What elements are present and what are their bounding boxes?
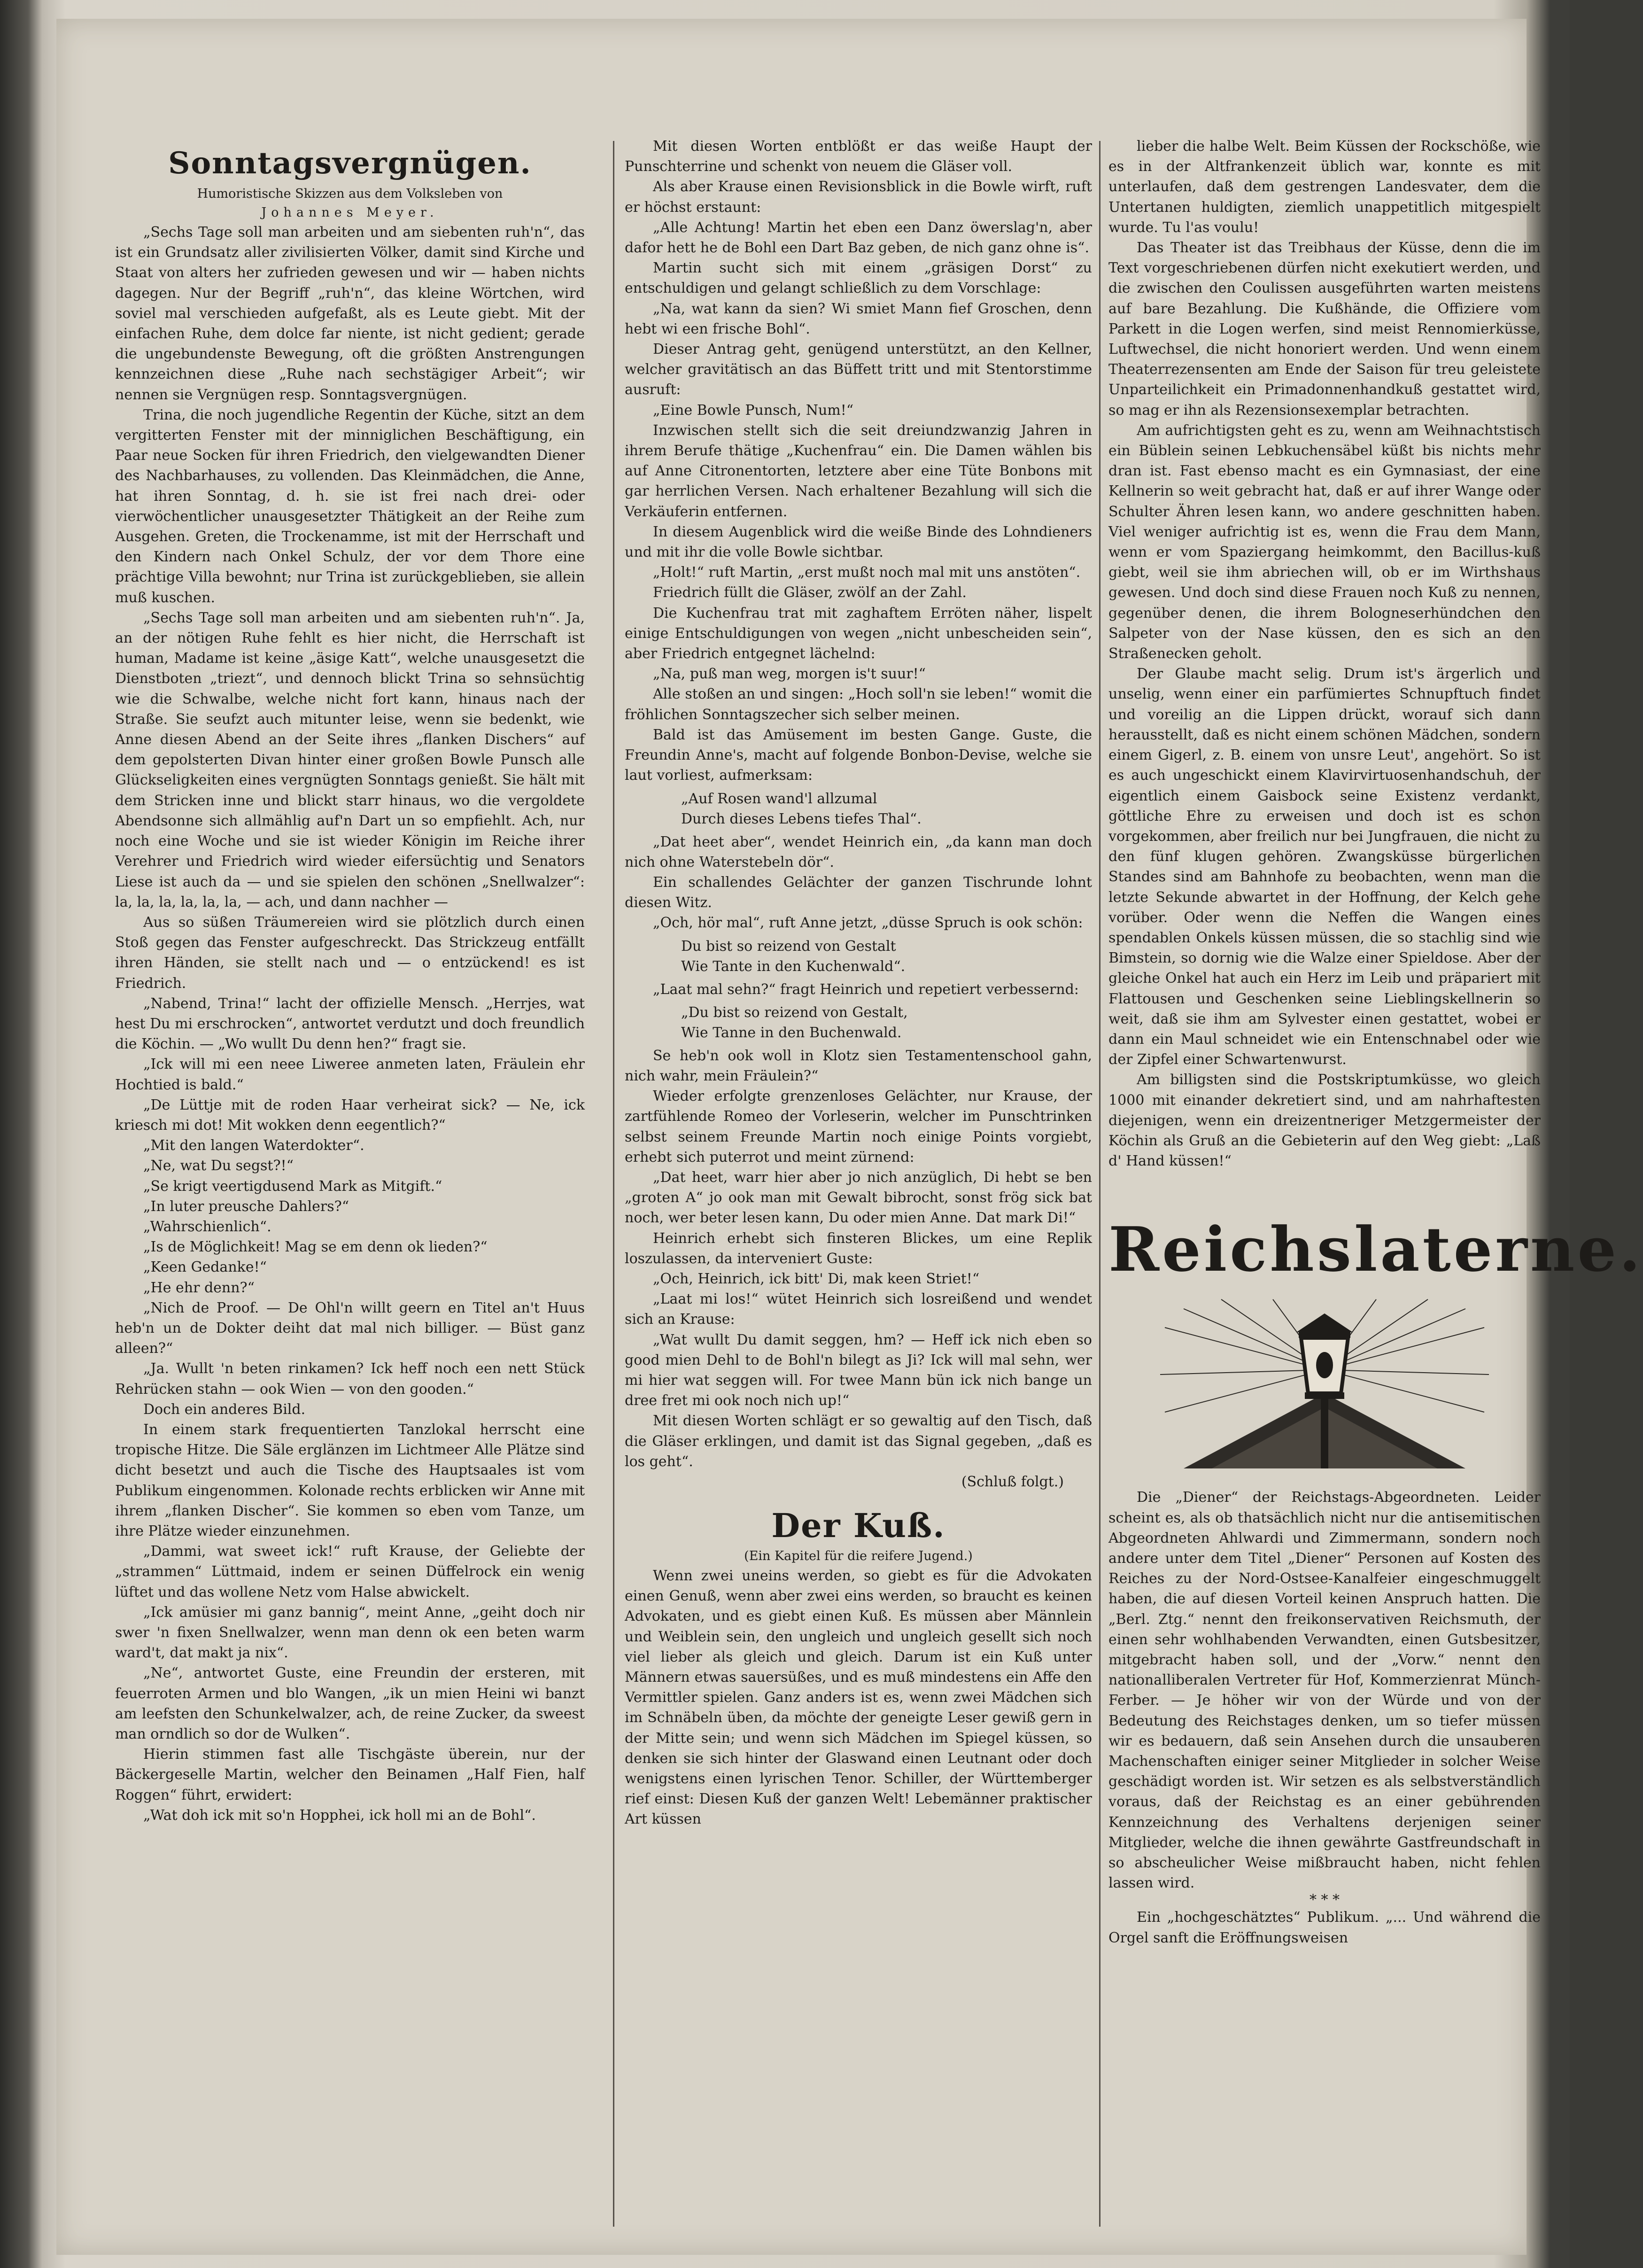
verse-line: Du bist so reizend von Gestalt xyxy=(681,938,896,955)
paragraph: Am aufrichtigsten geht es zu, wenn am Weihnachtstisch ein Büblein seinen Lebkuchensäbel küßt bis nichts mehr dran ist. Fast ebenso macht es ein Gymnasiast, der eine Kellnerin so weit gebracht hat, daß er auf ihrer Wange oder Schulter Ähren lesen kann, wo andere geschnitten haben. Viel weniger aufrichtig ist es, wenn die Frau dem Mann, wenn er vom Spaziergang heimkommt, den Bacillus-kuß giebt, weil sie ihm abriechen will, ob er im Wirthshaus gewesen. Und doch sind diese Frauen noch Kuß zu nennen, gegenüber denen, die ihrem Bologneserhündchen den Salpeter von der Nase küssen, den es sich an den Straßenecken geholt. xyxy=(1108,422,1541,662)
paragraph: Doch ein anderes Bild. xyxy=(143,1401,306,1418)
paragraph: Hierin stimmen fast alle Tischgäste überein, nur der Bäckergeselle Martin, welcher den Beinamen „Half Fien, half Roggen“ führt, erwidert: xyxy=(115,1746,585,1803)
paragraph: Ein schallendes Gelächter der ganzen Tischrunde lohnt diesen Witz. xyxy=(625,874,1092,911)
paragraph: Heinrich erhebt sich finsteren Blickes, um eine Replik loszulassen, da interveniert Guste: xyxy=(625,1230,1092,1267)
paragraph: „In luter preusche Dahlers?“ xyxy=(143,1198,349,1215)
paragraph: „Wat doh ick mit so'n Hopphei, ick holl mi an de Bohl“. xyxy=(143,1807,536,1824)
paragraph: Am billigsten sind die Postskriptumküsse, wo gleich 1000 mit einander dekretiert sind, und am nahrhaftesten diejenigen, wenn ein dreizentneriger Metzgermeister der Köchin als Gruß an die Gebieterin auf den Weg giebt: „Laß d' Hand küssen!“ xyxy=(1108,1072,1541,1170)
paragraph: „Sechs Tage soll man arbeiten und am siebenten ruh'n“, das ist ein Grundsatz aller zivilisierten Völker, damit sind Kirche und Staat von alters her zufrieden gewesen und wir — haben nichts dagegen. Nur der Begriff „ruh'n“, das kleine Wörtchen, wird soviel mal verschieden aufgefaßt, als es Leute giebt. Mit der einfachen Ruhe, dem dolce far niente, ist nicht gedient; gerade die ungebundenste Bewegung, oft die größten Anstrengungen kennzeichnen diese „Ruhe nach sechstägiger Arbeit“; wir nennen sie Vergnügen resp. Sonntagsvergnügen. xyxy=(115,224,585,403)
verse xyxy=(681,1002,1092,1043)
paragraph: Wieder erfolgte grenzenloses Gelächter, nur Krause, der zartfühlende Romeo der Vorleserin, welcher im Punschtrinken selbst seinem Freunde Martin noch einige Points vorgiebt, erhebt sich puterrot und meint zürnend: xyxy=(625,1088,1092,1165)
paragraph: „Laat mal sehn?“ fragt Heinrich und repetiert verbessernd: xyxy=(653,981,1079,998)
verse-line: Wie Tanne in den Buchenwald. xyxy=(681,1024,902,1041)
paragraph: Als aber Krause einen Revisionsblick in die Bowle wirft, ruft er höchst erstaunt: xyxy=(625,179,1092,216)
paragraph: „Wahrschienlich“. xyxy=(143,1218,271,1235)
verse-line: Wie Tante in den Kuchenwald“. xyxy=(681,958,906,975)
paragraph: Alle stoßen an und singen: „Hoch soll'n sie leben!“ womit die fröhlichen Sonntagszecher sich selber meinen. xyxy=(625,686,1092,723)
verse-line: Durch dieses Lebens tiefes Thal“. xyxy=(681,810,922,827)
paragraph: Inzwischen stellt sich die seit dreiundzwanzig Jahren in ihrem Berufe thätige „Kuchenfrau“ ein. Die Damen wählen bis auf Anne Citronentorten, letztere aber eine Tüte Bonbons mit gar herrlichen Versen. Nach erhaltener Bezahlung will sich die Verkäuferin entfernen. xyxy=(625,422,1092,520)
to-be-continued: (Schluß folgt.) xyxy=(961,1473,1064,1490)
paragraph: Dieser Antrag geht, genügend unterstützt, an den Kellner, welcher gravitätisch an das Büffett tritt und mit Stentorstimme ausruft: xyxy=(625,341,1092,398)
paragraph: Wenn zwei uneins werden, so giebt es für die Advokaten einen Genuß, wenn aber zwei eins werden, so braucht es keinen Advokaten, und es giebt einen Kuß. Es müssen aber Männlein und Weiblein sein, den ungleich und ungleich gesellt sich noch viel lieber als gleich und gleich. Darum ist ein Kuß unter Männern etwas sauersüßes, und es muß mindestens ein Affe den Vermittler spielen. Ganz anders ist es, wenn zwei Mädchen sich im Schnäbeln üben, da möchte der geneigte Leser gewiß gern in der Mitte sein; und wenn sich Mädchen im Spiegel küssen, so denken sie sich hinter der Glaswand einen Leutnant oder doch wenigstens einen lyrischen Tenor. Schiller, der Württemberger rief einst: Diesen Kuß der ganzen Welt! Lebemänner praktischer Art küssen xyxy=(625,1567,1092,1828)
paragraph: „Wat wullt Du damit seggen, hm? — Heff ick nich eben so good mien Dehl to de Bohl'n bilegt as Ji? Ick will mal sehn, wer mi hier wat seggen will. For twee Mann bün ick nich bange un dree fret mi ook noch nich up!“ xyxy=(625,1331,1092,1409)
article-author: Johannes Meyer. xyxy=(261,205,439,220)
paragraph: „Sechs Tage soll man arbeiten und am siebenten ruh'n“. Ja, an der nötigen Ruhe fehlt es hier nicht, die Herrschaft ist human, Madame ist keine „äsige Katt“, welche unausgesetzt die Dienstboten „triezt“, und dennoch blickt Trina so sehnsüchtig wie die Schwalbe, welche nicht fort kann, hinaus nach der Straße. Sie seufzt auch mitunter leise, wenn sie bedenkt, wie Anne diesen Abend an der Seite ihres „flanken Dischers“ auf dem gepolsterten Divan hinter einer großen Bowle Punsch alle Glückseligkeiten eines vergnügten Sonntags genießt. Sie hält mit dem Stricken inne und blickt starr hinaus, wo die vergoldete Abendsonne sich allmählig auf'n Dart un so empfiehlt. Ach, nur noch eine Woche und sie ist wieder Königin im Reiche ihrer Verehrer und Friedrich wird wieder eifersüchtig und Senators Liese ist auch da — und sie spielen den schönen „Snellwalzer“: la, la, la, la, la, la, — ach, und dann nachher — xyxy=(115,609,585,910)
paragraph: „Dat heet aber“, wendet Heinrich ein, „da kann man doch nich ohne Waterstebeln dör“. xyxy=(625,833,1092,870)
paragraph: „Nabend, Trina!“ lacht der offizielle Mensch. „Herrjes, wat hest Du mi erschrocken“, antwortet verdutzt und doch freundlich die Köchin. — „Wo wullt Du denn hen?“ fragt sie. xyxy=(115,995,585,1053)
paragraph: „Keen Gedanke!“ xyxy=(143,1259,267,1276)
paragraph: „Ick will mi een neee Liweree anmeten laten, Fräulein ehr Hochtied is bald.“ xyxy=(115,1056,585,1093)
paragraph: „Na, puß man weg, morgen is't suur!“ xyxy=(653,666,926,683)
paragraph: Bald ist das Amüsement im besten Gange. Guste, die Freundin Anne's, macht auf folgende Bonbon-Devise, welche sie laut vorliest, aufmerksam: xyxy=(625,726,1092,784)
paragraph: Die Kuchenfrau trat mit zaghaftem Erröten näher, lispelt einige Entschuldigungen von wegen „nicht unbescheiden sein“, aber Friedrich entgegnet lächelnd: xyxy=(625,605,1092,662)
paragraph: Mit diesen Worten schlägt er so gewaltig auf den Tisch, daß die Gläser erklingen, und damit ist das Signal gegeben, „daß es los geht“. xyxy=(625,1413,1092,1470)
paragraph: Ein „hochgeschätztes“ Publikum. „... Und während die Orgel sanft die Eröffnungsweisen xyxy=(1108,1909,1541,1946)
paragraph: „Ne“, antwortet Guste, eine Freundin der ersteren, mit feuerroten Armen und blo Wangen, „ik un mien Heini wi banzt am leefsten den Schunkelwalzer, ach, de reine Zucker, da sweest man orndlich so dor de Wulken“. xyxy=(115,1665,585,1743)
paragraph: „Och, hör mal“, ruft Anne jetzt, „düsse Spruch is ook schön: xyxy=(653,915,1083,932)
paragraph: „Dammi, wat sweet ick!“ ruft Krause, der Geliebte der „strammen“ Lüttmaid, indem er seinen Düffelrock ein wenig lüftet und das wollene Netz vom Halse abwickelt. xyxy=(115,1543,585,1600)
paragraph: Die „Diener“ der Reichstags-Abgeordneten. Leider scheint es, als ob thatsächlich nicht nur die antisemitischen Abgeordneten Ahlwardi und Zimmermann, sondern noch andere unter dem Titel „Diener“ Personen auf Kosten des Reiches zu der Nord-Ostsee-Kanalfeier eingeschmuggelt haben, die auf diesen Vorteil keinen Anspruch hatten. Die „Berl. Ztg.“ nennt den freikonservativen Reichsmuth, der einen sehr wohlhabenden Verwandten, einen Gutsbesitzer, mitgebracht haben soll, und der „Vorw.“ nennt den nationalliberalen Vertreter für Hof, Kommerzienrat Münch-Ferber. — Je höher wir von der Würde und von der Bedeutung des Reichstages denken, um so tiefer müssen wir es bedauern, daß sein Ansehen durch die unsauberen Machenschaften einiger seiner Mitglieder in solcher Weise geschädigt worden ist. Wir setzen es als selbstverständlich voraus, daß der Reichstag es an einer gebührenden Kennzeichnung des Verhaltens derjenigen seiner Mitglieder, welche die ihnen gewährte Gastfreundschaft in so abscheulicher Weise mißbraucht haben, nicht fehlen lassen wird. xyxy=(1108,1489,1541,1892)
verse-line: „Auf Rosen wand'l allzumal xyxy=(681,790,877,807)
verse xyxy=(681,936,1092,977)
paragraph: „Mit den langen Waterdokter“. xyxy=(143,1137,364,1154)
paragraph: „He ehr denn?“ xyxy=(143,1279,255,1296)
paragraph: „De Lüttje mit de roden Haar verheirat sick? — Ne, ick kriesch mi dot! Mit wokken denn eegentlich?“ xyxy=(115,1096,585,1134)
paragraph: „Och, Heinrich, ick bitt' Di, mak keen Striet!“ xyxy=(653,1270,980,1287)
paragraph: „Alle Achtung! Martin het eben een Danz öwerslag'n, aber dafor hett he de Bohl een Dart Baz geben, de nich ganz ohne is“. xyxy=(625,219,1092,256)
column-3 xyxy=(1108,136,1643,1948)
paragraph: „Na, wat kann da sien? Wi smiet Mann fief Groschen, denn hebt wi een frische Bohl“. xyxy=(625,300,1092,337)
paragraph: lieber die halbe Welt. Beim Küssen der Rockschöße, wie es in der Altfrankenzeit üblich war, konnte es mit unterlaufen, daß dem gestrengen Landesvater, dem die Untertanen huldigten, ziemlich unappetitlich mitgespielt wurde. Tu l'as voulu! xyxy=(1108,138,1541,236)
column-rule xyxy=(613,141,614,2227)
column-rule xyxy=(1099,141,1100,2227)
column-2 xyxy=(625,136,1092,1830)
paragraph: „Ick amüsier mi ganz bannig“, meint Anne, „geiht doch nir swer 'n fixen Snellwalzer, wenn man denn ok een beten warm ward't, dat makt ja nix“. xyxy=(115,1604,585,1662)
paragraph: „Ja. Wullt 'n beten rinkamen? Ick heff noch een nett Stück Rehrücken stahn — ook Wien — von den gooden.“ xyxy=(115,1360,585,1398)
paragraph: Der Glaube macht selig. Drum ist's ärgerlich und unselig, wenn einer ein parfümiertes Schnupftuch findet und voreilig an die Lippen drückt, worauf sich dann herausstellt, daß es nicht einem schönen Mädchen, sondern einem Gigerl, z. B. einem von unsre Leut', angehört. So ist es auch ungeschickt einem Klavirvirtuosenhandschuh, der eigentlich einem Gaisbock seine Existenz verdankt, göttliche Ehre zu erweisen und doch ist es schon vorgekommen, aber freilich nur bei Jungfrauen, die nicht zu den fünf klugen gehören. Zwangsküsse bürgerlichen Standes sind am Bahnhofe zu beobachten, wenn man die letzte Sekunde abwartet in der Hoffnung, der Kelch gehe vorüber. Oder wenn die Neffen die Wangen eines spendablen Onkels küssen müssen, die so stachlig sind wie Bimstein, so dornig wie die Walze einer Spieldose. Aber der gleiche Onkel hat auch ein Herz im Leib und präpariert mit Flattousen und Geschenken seine Lieblingskellnerin so weit, daß sie ihm am Sylvester einen gestattet, wobei er dann ein Maul schneidet wie ein Entenschnabel oder wie der Zipfel einer Schwartenwurst. xyxy=(1108,666,1541,1068)
section-title: Reichslaterne. xyxy=(1108,1213,1643,1286)
article-title: Sonntagsvergnügen. xyxy=(168,146,532,181)
paragraph: Martin sucht sich mit einem „gräsigen Dorst“ zu entschuldigen und gelangt schließlich zu dem Vorschlage: xyxy=(625,260,1092,297)
paragraph: „Nich de Proof. — De Ohl'n willt geern en Titel an't Huus heb'n un de Dokter deiht dat mal nich billiger. — Büst ganz alleen?“ xyxy=(115,1299,585,1357)
column-1 xyxy=(115,136,585,1825)
paragraph: Trina, die noch jugendliche Regentin der Küche, sitzt an dem vergitterten Fenster mit der minniglichen Beschäftigung, ein Paar neue Socken für ihren Friedrich, den vielgewandten Diener des Nachbarhauses, zu vollenden. Das Kleinmädchen, die Anne, hat ihren Sonntag, d. h. sie ist frei nach drei- oder vierwöchentlicher unausgesetzter Thätigkeit an der Reihe zum Ausgehen. Greten, die Trockenamme, ist mit der Herrschaft und den Kindern nach Onkel Schulz, der vor dem Thore eine prächtige Villa bewohnt; nur Trina ist zurückgeblieben, sie allein muß kuschen. xyxy=(115,406,585,606)
article-subtitle: Humoristische Skizzen aus dem Volksleben von xyxy=(197,186,503,201)
paragraph: In diesem Augenblick wird die weiße Binde des Lohndieners und mit ihr die volle Bowle sichtbar. xyxy=(625,523,1092,561)
paragraph: In einem stark frequentierten Tanzlokal herrscht eine tropische Hitze. Die Säle erglänzen im Lichtmeer Alle Plätze sind dicht besetzt und auch die Tische des Hauptsaales ist vom Publikum eingenommen. Kolonade rechts erblicken wir Anne mit ihrem „flanken Discher“. Sie kommen so eben vom Tanze, um ihre Plätze wieder einzunehmen. xyxy=(115,1421,585,1539)
paragraph: Mit diesen Worten entblößt er das weiße Haupt der Punschterrine und schenkt von neuem die Gläser voll. xyxy=(625,138,1092,175)
lantern-icon xyxy=(1155,1299,1494,1468)
paragraph: „Holt!“ ruft Martin, „erst mußt noch mal mit uns anstöten“. xyxy=(653,564,1081,581)
article-subtitle: (Ein Kapitel für die reifere Jugend.) xyxy=(744,1548,973,1563)
paragraph: Se heb'n ook woll in Klotz sien Testamentenschool gahn, nich wahr, mein Fräulein?“ xyxy=(625,1047,1092,1084)
paragraph: „Eine Bowle Punsch, Num!“ xyxy=(653,402,854,419)
article-title: Der Kuß. xyxy=(771,1506,946,1545)
paragraph: Das Theater ist das Treibhaus der Küsse, denn die im Text vorgeschriebenen dürfen nicht exekutiert werden, und die zwischen den Coulissen ausgeführten warten meistens auf bare Bezahlung. Die Kußhände, die Offiziere vom Parkett in die Logen werfen, sind meist Rennomierküsse, Luftwechsel, die nicht honoriert werden. Und wenn einem Theaterrezensenten am Ende der Saison für treu geleistete Unparteilichkeit ein Primadonnenhandkuß gestattet wird, so mag er ihn als Rezensionsexemplar betrachten. xyxy=(1108,240,1541,419)
section-separator: * * * xyxy=(1309,1892,1340,1909)
paragraph: „Laat mi los!“ wütet Heinrich sich losreißend und wendet sich an Krause: xyxy=(625,1291,1092,1328)
paragraph: „Ne, wat Du segst?!“ xyxy=(143,1157,294,1174)
paragraph: Friedrich füllt die Gläser, zwölf an der Zahl. xyxy=(653,584,967,601)
verse xyxy=(681,789,1092,829)
lantern-illustration xyxy=(1155,1299,1494,1468)
verse-line: „Du bist so reizend von Gestalt, xyxy=(681,1004,908,1021)
paragraph: „Dat heet, warr hier aber jo nich anzüglich, Di hebt se ben „groten A“ jo ook man mit Gewalt bibrocht, sonst frög sick bat noch, wer beter lesen kann, Du oder mien Anne. Dat mark Di!“ xyxy=(625,1169,1092,1227)
paragraph: „Is de Möglichkeit! Mag se em denn ok lieden?“ xyxy=(143,1239,488,1256)
paragraph: „Se krigt veertigdusend Mark as Mitgift.“ xyxy=(143,1178,442,1195)
paragraph: Aus so süßen Träumereien wird sie plötzlich durch einen Stoß gegen das Fenster aufgeschreckt. Das Strickzeug entfällt ihren Händen, sie stellt nach und — o entzückend! es ist Friedrich. xyxy=(115,914,585,992)
